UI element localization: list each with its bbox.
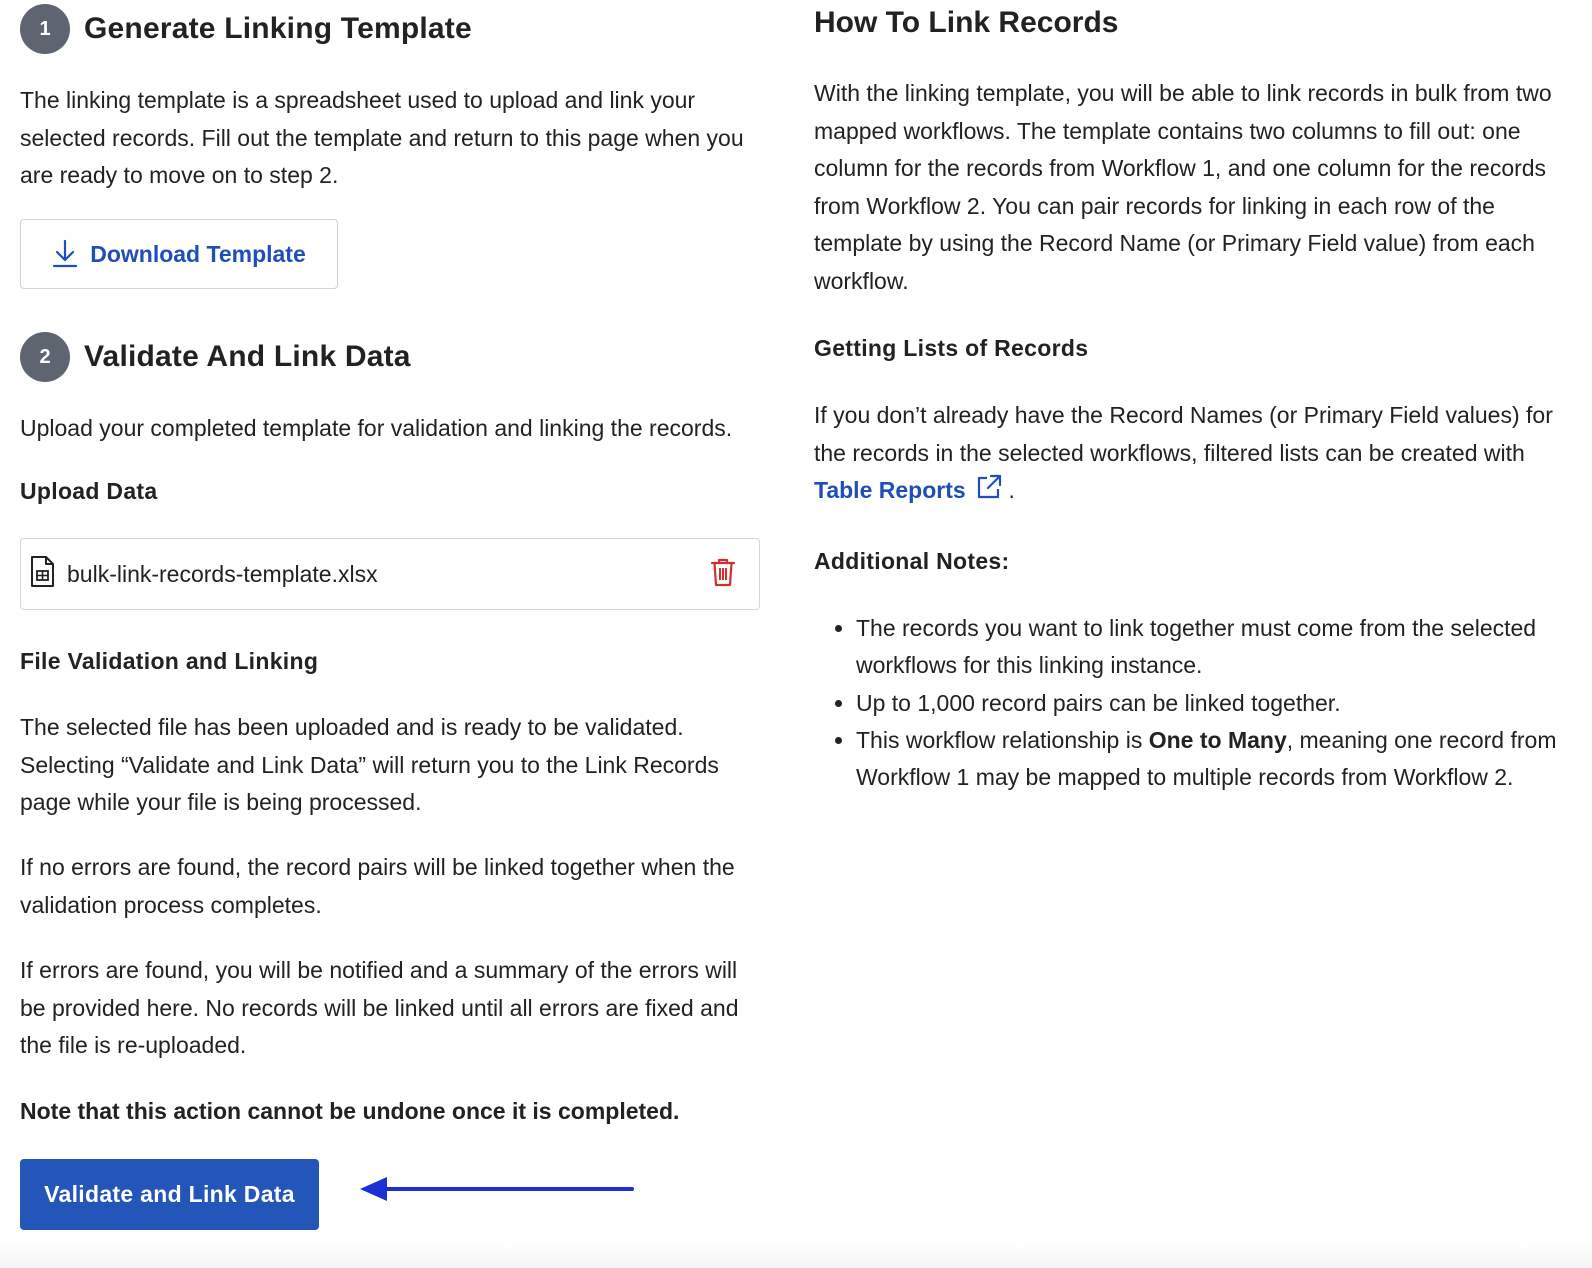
list-item: • The records you want to link together must come from the selected workflows for this linking instance. (856, 610, 1576, 685)
list-item: • Up to 1,000 record pairs can be linked together. (856, 685, 1576, 722)
validation-paragraph-2: If no errors are found, the record pairs will be linked together when the validation process completes. (20, 854, 735, 918)
step-1-description: The linking template is a spreadsheet used to upload and link your selected records. Fill out the template and return to this page when you are ready to move on to step 2. (20, 87, 744, 188)
getting-lists-end: . (1008, 477, 1015, 503)
step-2-description: Upload your completed template for validation and linking the records. (20, 415, 733, 441)
table-reports-link[interactable] (814, 477, 1008, 503)
relationship-type: One to Many (1148, 726, 1287, 753)
uploaded-file-name: bulk-link-records-template.xlsx (67, 560, 378, 587)
external-link-icon (976, 474, 1002, 500)
uploaded-file-row (20, 538, 760, 610)
table-reports-link-label: Table Reports (814, 477, 966, 503)
getting-lists-text (814, 397, 1564, 510)
bottom-fade (0, 1244, 1592, 1268)
how-to-intro: With the linking template, you will be able to link records in bulk from two mapped workflows. The template contains two columns to fill out: one column for the records from Workflow 1, and one column for the records from Workflow 2. You can pair records for linking in each row of the template by using the Record Name (or Primary Field value) from each workflow. (814, 80, 1552, 294)
getting-lists-heading: Getting Lists of Records (814, 335, 1089, 361)
additional-notes-heading: Additional Notes: (814, 548, 1010, 574)
delete-file-button[interactable] (709, 557, 737, 592)
irreversible-note: Note that this action cannot be undone once it is completed. (20, 1098, 680, 1124)
validation-paragraph-3: If errors are found, you will be notified and a summary of the errors will be provided here. No records will be linked until all errors are fixed and the file is re-uploaded. (20, 957, 739, 1058)
step-1-header (20, 4, 472, 54)
getting-lists-body: If you don’t already have the Record Names (or Primary Field values) for the records in the selected workflows, filtered lists can be created with (814, 402, 1553, 466)
download-template-button[interactable] (20, 219, 338, 289)
step-2-title: Validate And Link Data (84, 340, 411, 373)
download-icon (52, 239, 78, 269)
step-1-badge: 1 (20, 4, 70, 54)
step-2-header (20, 332, 411, 382)
how-to-title: How To Link Records (814, 6, 1119, 39)
download-template-label: Download Template (90, 240, 306, 267)
additional-notes-list (814, 610, 1576, 796)
validation-paragraph-1: The selected file has been uploaded and is ready to be validated. Selecting “Validate and Link Data” will return you to the Link Records page while your file is being processed. (20, 714, 719, 815)
upload-data-heading: Upload Data (20, 478, 158, 504)
step-2-badge: 2 (20, 332, 70, 382)
note-3-post: , meaning one record from Workflow 1 may be mapped to multiple records from Workflow 2. (856, 726, 1557, 791)
note-3-pre: This workflow relationship is (856, 726, 1149, 753)
list-item (856, 722, 1576, 797)
step-1-title: Generate Linking Template (84, 12, 472, 45)
validate-and-link-button[interactable]: Validate and Link Data (20, 1159, 319, 1230)
file-validation-heading: File Validation and Linking (20, 648, 319, 674)
spreadsheet-file-icon (27, 555, 67, 594)
pointer-arrow-icon (360, 1176, 635, 1202)
trash-icon (709, 557, 737, 587)
